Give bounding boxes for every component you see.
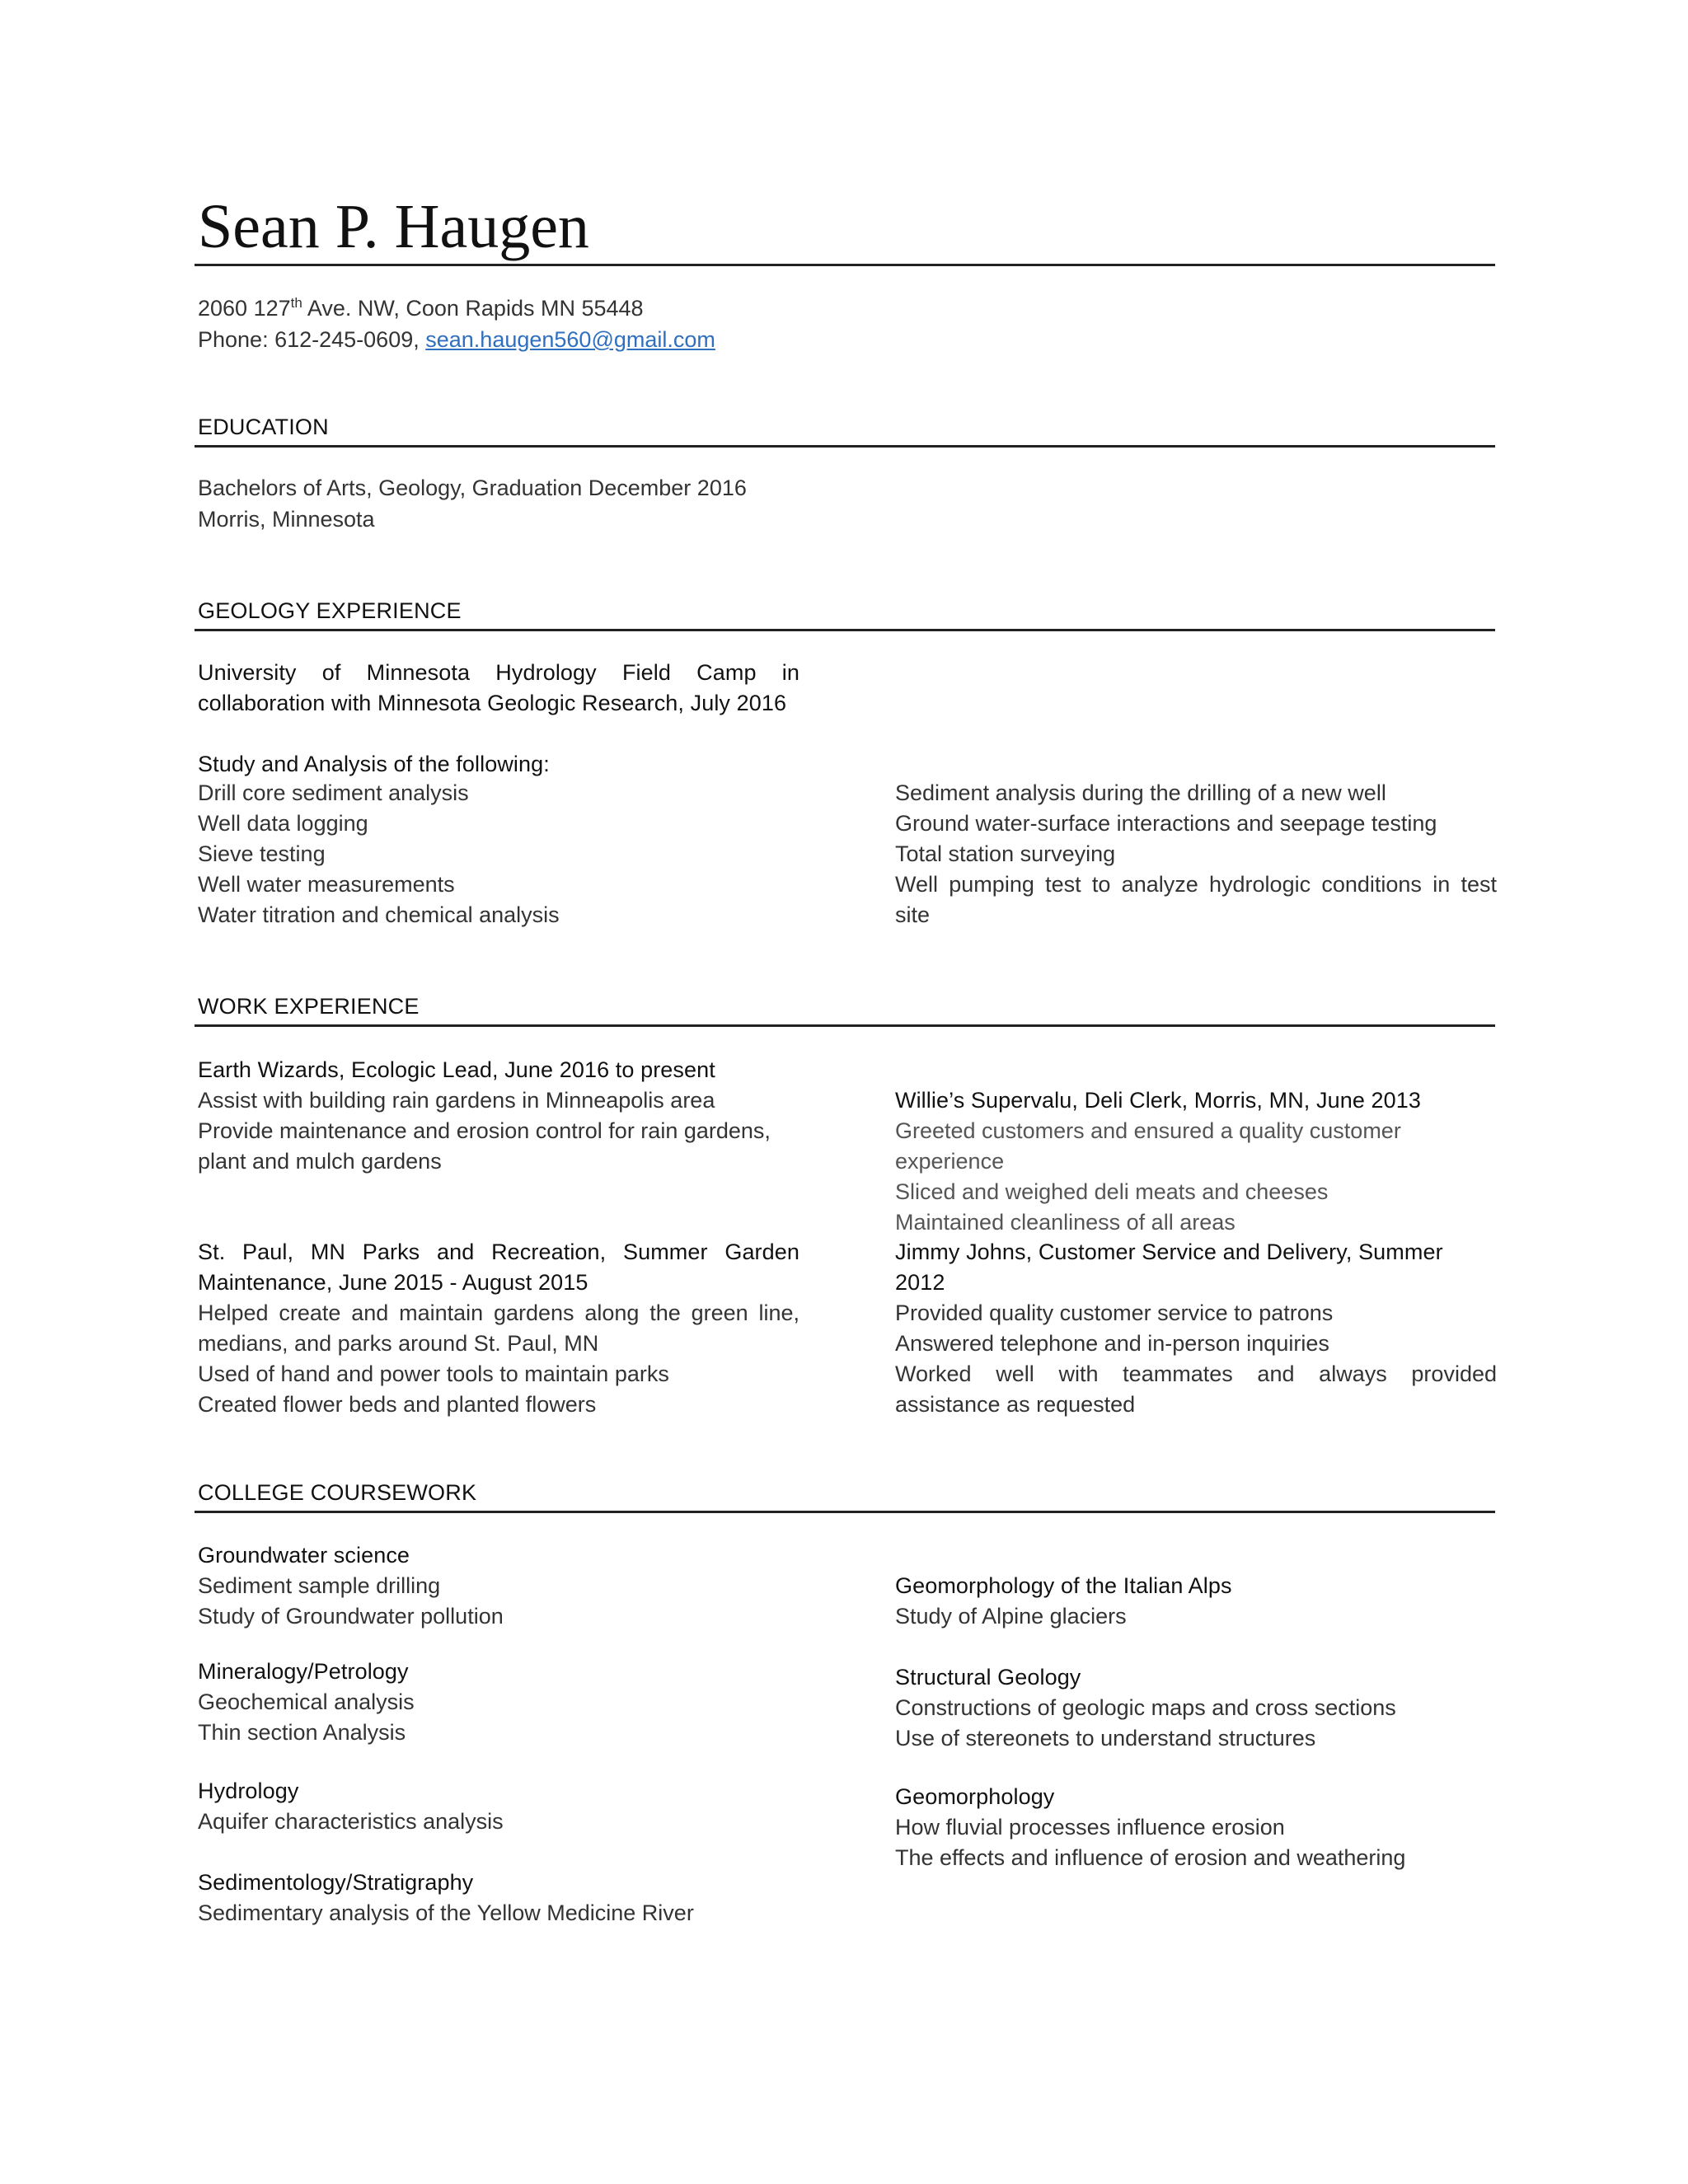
list-item: Sliced and weighed deli meats and cheeses (895, 1179, 1329, 1204)
list-item: Total station surveying (895, 841, 1116, 866)
education-heading: EDUCATION (198, 415, 329, 439)
list-item: Well water measurements (198, 872, 455, 897)
education-degree: Bachelors of Arts, Geology, Graduation December 2016 (198, 476, 747, 500)
coursework-divider (195, 1511, 1495, 1513)
course-mineralogy (198, 1657, 799, 1748)
address-line (198, 293, 644, 324)
address-rest: Ave. NW, Coon Rapids MN 55448 (302, 296, 644, 321)
job-earth-wizards (198, 1055, 799, 1177)
list-item: Constructions of geologic maps and cross sections (895, 1695, 1396, 1720)
list-item: Maintained cleanliness of all areas (895, 1210, 1236, 1235)
name-divider (195, 264, 1495, 266)
geology-title: University of Minnesota Hydrology Field Camp in collaboration with Minnesota Geologic Research, July 2016 (198, 660, 799, 715)
coursework-heading: COLLEGE COURSEWORK (198, 1480, 477, 1505)
list-item: The effects and influence of erosion and weathering (895, 1845, 1406, 1870)
geology-left-list (198, 778, 799, 930)
list-item: Created flower beds and planted flowers (198, 1392, 597, 1417)
list-item: Thin section Analysis (198, 1720, 406, 1745)
job-jimmy-johns (895, 1237, 1497, 1420)
list-item: Helped create and maintain gardens along the green line, medians, and parks around St. Paul, MN (198, 1301, 799, 1356)
job-description: Greeted customers and ensured a quality customer experience (895, 1118, 1401, 1174)
phone-text: Phone: 612-245-0609, (198, 327, 420, 352)
job-st-paul-parks (198, 1237, 799, 1420)
job-title: Jimmy Johns, Customer Service and Delivery, Summer 2012 (895, 1240, 1443, 1295)
course-title: Mineralogy/Petrology (198, 1659, 409, 1684)
list-item: Aquifer characteristics analysis (198, 1809, 504, 1834)
list-item: Geochemical analysis (198, 1690, 415, 1714)
list-item: Sediment sample drilling (198, 1573, 441, 1598)
contact-line (198, 325, 715, 355)
course-title: Groundwater science (198, 1543, 410, 1568)
course-italian-alps (895, 1571, 1497, 1632)
list-item: Use of stereonets to understand structures (895, 1726, 1316, 1750)
list-item: Sieve testing (198, 841, 326, 866)
list-item: Answered telephone and in-person inquiries (895, 1331, 1329, 1356)
job-title: St. Paul, MN Parks and Recreation, Summer Garden Maintenance, June 2015 - August 2015 (198, 1240, 799, 1295)
list-item: Assist with building rain gardens in Minneapolis area (198, 1088, 715, 1113)
job-title: Willie’s Supervalu, Deli Clerk, Morris, MN, June 2013 (895, 1088, 1422, 1113)
list-item: Used of hand and power tools to maintain parks (198, 1361, 669, 1386)
course-title: Geomorphology of the Italian Alps (895, 1573, 1232, 1598)
list-item: How fluvial processes influence erosion (895, 1815, 1285, 1840)
list-item: Sediment analysis during the drilling of a new well (895, 780, 1386, 805)
list-item: Ground water-surface interactions and seepage testing (895, 811, 1437, 836)
education-location: Morris, Minnesota (198, 507, 375, 532)
email-link[interactable]: sean.haugen560@gmail.com (425, 327, 715, 352)
list-item: Drill core sediment analysis (198, 780, 469, 805)
education-divider (195, 445, 1495, 448)
course-groundwater (198, 1540, 799, 1632)
list-item: Provide maintenance and erosion control for rain gardens, plant and mulch gardens (198, 1118, 771, 1174)
list-item: Provided quality customer service to patrons (895, 1301, 1334, 1325)
geology-divider (195, 629, 1495, 631)
geology-right-list (895, 778, 1497, 930)
geology-heading: GEOLOGY EXPERIENCE (198, 598, 462, 623)
list-item: Water titration and chemical analysis (198, 902, 560, 927)
list-item: Well data logging (198, 811, 368, 836)
resume-page (198, 0, 1497, 2184)
list-item: Sedimentary analysis of the Yellow Medicine River (198, 1900, 694, 1925)
work-heading: WORK EXPERIENCE (198, 994, 420, 1019)
job-title: Earth Wizards, Ecologic Lead, June 2016 to present (198, 1057, 715, 1082)
address-suffix: th (290, 295, 302, 311)
list-item: Study of Groundwater pollution (198, 1604, 504, 1629)
list-item: Worked well with teammates and always provided assistance as requested (895, 1361, 1497, 1417)
list-item: Well pumping test to analyze hydrologic conditions in test site (895, 872, 1497, 927)
address-number: 2060 127 (198, 296, 291, 321)
course-sedimentology (198, 1868, 799, 1929)
course-geomorphology (895, 1782, 1497, 1873)
course-structural-geology (895, 1662, 1497, 1754)
course-title: Sedimentology/Stratigraphy (198, 1870, 474, 1895)
resume-name: Sean P. Haugen (198, 192, 589, 261)
job-willies-supervalu (895, 1085, 1497, 1238)
list-item: Study of Alpine glaciers (895, 1604, 1127, 1629)
course-title: Geomorphology (895, 1784, 1055, 1809)
course-title: Structural Geology (895, 1665, 1081, 1690)
geology-subheading: Study and Analysis of the following: (198, 752, 550, 776)
work-divider (195, 1024, 1495, 1027)
course-title: Hydrology (198, 1779, 299, 1803)
course-hydrology (198, 1776, 799, 1837)
